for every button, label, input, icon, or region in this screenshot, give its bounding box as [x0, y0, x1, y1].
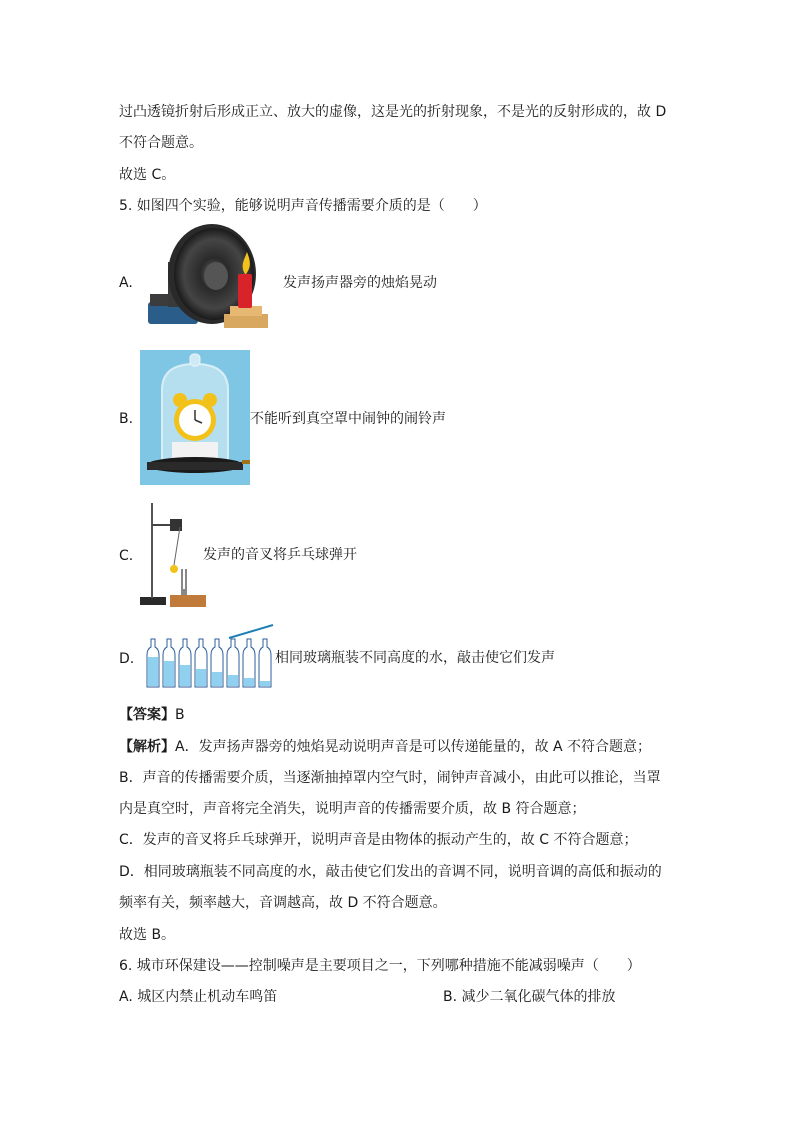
prev-choose: 故选 C。 [119, 167, 176, 183]
q5-option-b-letter: B. [119, 411, 134, 427]
bell-jar-clock-figure [140, 350, 250, 485]
q6-option-a [119, 987, 277, 1007]
prev-line-1: 过凸透镜折射后形成正立、放大的虚像，这是光的折射现象，不是光的反射形成的，故 D [119, 104, 667, 120]
q5-analysis-line-3: 内是真空时，声音将完全消失，说明声音的传播需要介质，故 B 符合题意； [119, 801, 586, 817]
analysis-tag: 【解析】 [119, 739, 175, 755]
q5-option-a-text: 发声扬声器旁的烛焰晃动 [283, 275, 437, 291]
q5-analysis-line-5: D．相同玻璃瓶装不同高度的水，敲击使它们发出的音调不同，说明音调的高低和振动的 [119, 864, 662, 880]
q6-stem: 6. 城市环保建设——控制噪声是主要项目之一，下列哪种措施不能减弱噪声（ ） [119, 958, 641, 974]
q5-choose: 故选 B。 [119, 927, 176, 943]
q5-option-b-text: 不能听到真空罩中闹钟的闹铃声 [250, 411, 446, 427]
answer-value: B [175, 707, 185, 723]
q6-option-b-letter: B. [443, 989, 458, 1005]
q5-answer [119, 705, 185, 725]
prev-line-2: 不符合题意。 [119, 135, 203, 151]
q5-stem: 5. 如图四个实验，能够说明声音传播需要介质的是（ ） [119, 198, 487, 214]
q6-option-b-text: 减少二氧化碳气体的排放 [461, 989, 616, 1005]
q5-analysis-line-1 [119, 737, 651, 757]
q5-analysis-line-2: B．声音的传播需要介质，当逐渐抽掉罩内空气时，闹钟声音减小，由此可以推论，当罩 [119, 770, 661, 786]
q5-option-c-letter: C. [119, 548, 134, 564]
water-bottles-figure [143, 621, 275, 689]
speaker-candle-figure [146, 222, 280, 335]
answer-tag: 【答案】 [119, 707, 175, 723]
q5-option-a-letter: A. [119, 275, 133, 291]
q6-option-b [443, 987, 616, 1007]
q5-analysis-line-6: 频率有关，频率越大，音调越高，故 D 不符合题意。 [119, 895, 447, 911]
q5-option-d-text: 相同玻璃瓶装不同高度的水，敲击使它们发声 [275, 650, 555, 666]
analysis-text-1: A．发声扬声器旁的烛焰晃动说明声音是可以传递能量的，故 A 不符合题意； [175, 739, 652, 755]
tuning-fork-stand-figure [140, 499, 206, 609]
q6-option-a-text: 城区内禁止机动车鸣笛 [137, 989, 278, 1005]
q5-option-d-letter: D. [119, 651, 135, 667]
q5-analysis-line-4: C．发声的音叉将乒乓球弹开，说明声音是由物体的振动产生的，故 C 不符合题意； [119, 832, 638, 848]
q5-option-c-text: 发声的音叉将乒乓球弹开 [203, 547, 357, 563]
q6-option-a-letter: A. [119, 989, 133, 1005]
